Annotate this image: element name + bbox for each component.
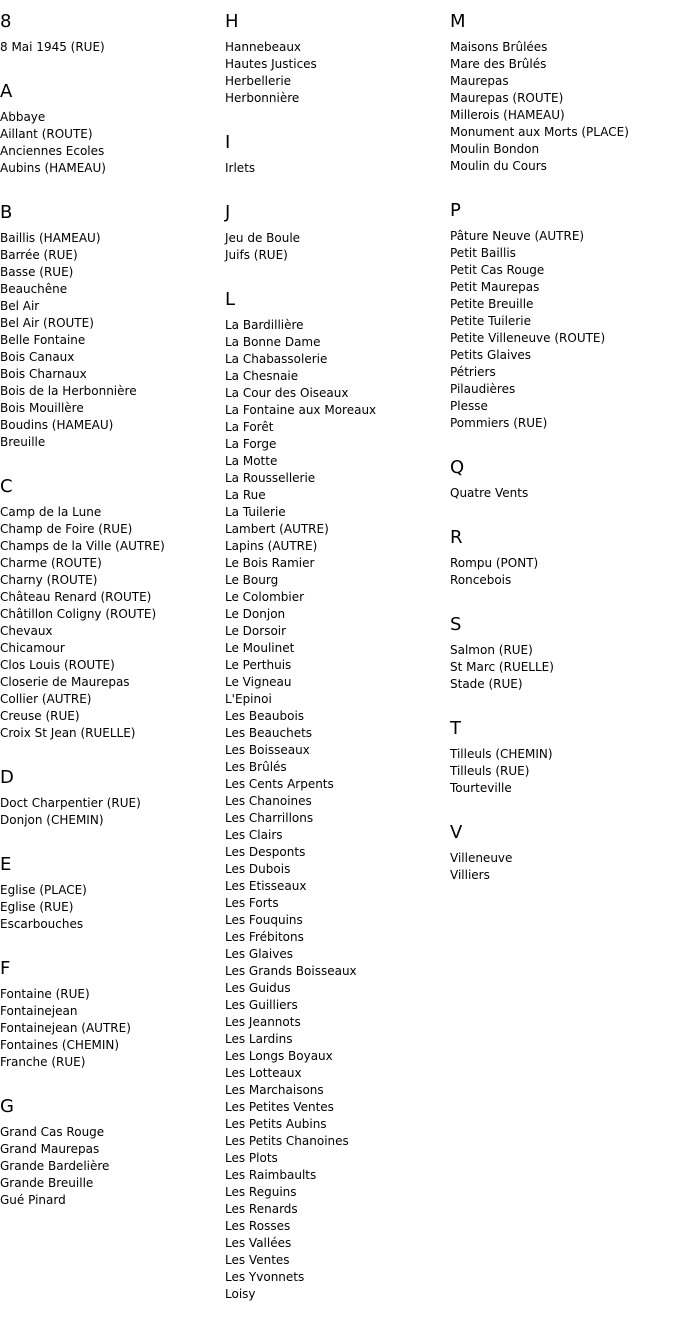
street-link[interactable]: Boudins (HAMEAU) [0,418,114,432]
letter-section [450,8,675,175]
letter-heading: P [450,200,461,221]
letter-heading: J [225,202,231,223]
street-link[interactable]: Bois Mouillère [0,401,84,415]
street-link[interactable]: Aillant (ROUTE) [0,127,93,141]
street-link[interactable]: Camp de la Lune [0,505,102,519]
street-link[interactable]: Les Raimbaults [225,1168,317,1182]
street-link[interactable]: Chevaux [0,624,53,638]
street-link[interactable]: La Motte [225,454,278,468]
street-link[interactable]: Anciennes Ecoles [0,144,105,158]
street-link[interactable]: Creuse (RUE) [0,709,80,723]
letter-heading: Q [450,457,465,478]
letter-section [450,715,675,797]
street-link[interactable]: Jeu de Boule [225,231,301,245]
street-link[interactable]: Le Bois Ramier [225,556,315,570]
letter-heading: E [0,854,12,875]
street-link[interactable]: Les Fouquins [225,913,303,927]
street-link[interactable]: Maisons Brûlées [450,40,548,54]
street-link[interactable]: Les Boisseaux [225,743,310,757]
street-link[interactable]: Villeneuve [450,851,513,865]
street-link[interactable]: Croix St Jean (RUELLE) [0,726,136,740]
street-link[interactable]: Les Ventes [225,1253,290,1267]
letter-heading: T [450,718,461,739]
street-link[interactable]: Pilaudières [450,382,516,396]
street-link[interactable]: Plesse [450,399,488,413]
street-link[interactable]: Chicamour [0,641,65,655]
street-link[interactable]: 8 Mai 1945 (RUE) [0,40,105,54]
street-link[interactable]: Aubins (HAMEAU) [0,161,106,175]
street-link[interactable]: Maurepas (ROUTE) [450,91,564,105]
street-link[interactable]: Beauchêne [0,282,68,296]
street-link[interactable]: Les Beauchets [225,726,313,740]
street-link[interactable]: Charny (ROUTE) [0,573,98,587]
letter-section [450,611,675,693]
street-link[interactable]: Fontaines (CHEMIN) [0,1038,120,1052]
letter-heading: R [450,527,463,548]
street-list [0,882,225,933]
street-link[interactable]: Les Guidus [225,981,291,995]
street-link[interactable]: Le Bourg [225,573,279,587]
street-link[interactable]: Châtillon Coligny (ROUTE) [0,607,157,621]
street-link[interactable]: Le Donjon [225,607,286,621]
street-link[interactable]: Herbellerie [225,74,292,88]
street-list [0,109,225,177]
street-link[interactable]: Les Plots [225,1151,278,1165]
letter-heading: D [0,767,14,788]
letter-section [450,454,675,502]
street-link[interactable]: Les Charrillons [225,811,314,825]
letter-heading: B [0,202,13,223]
street-link[interactable]: Les Petites Ventes [225,1100,334,1114]
street-link[interactable]: Gué Pinard [0,1193,66,1207]
street-list [450,485,675,502]
letter-heading: C [0,476,13,497]
street-link[interactable]: Bois Canaux [0,350,75,364]
street-link[interactable]: Le Dorsoir [225,624,287,638]
street-link[interactable]: Basse (RUE) [0,265,74,279]
street-link[interactable]: Le Perthuis [225,658,292,672]
letter-section [0,851,225,933]
street-link[interactable]: Les Desponts [225,845,306,859]
street-link[interactable]: Tourteville [450,781,512,795]
street-link[interactable]: Petits Glaives [450,348,532,362]
street-link[interactable]: Doct Charpentier (RUE) [0,796,141,810]
street-link[interactable]: Millerois (HAMEAU) [450,108,565,122]
street-link[interactable]: Mare des Brûlés [450,57,547,71]
street-link[interactable]: Irlets [225,161,256,175]
index-column-2 [225,8,450,1325]
street-link[interactable]: Petite Tuilerie [450,314,531,328]
street-list [450,228,675,432]
street-link[interactable]: Villiers [450,868,490,882]
letter-section [450,819,675,884]
letter-heading: A [0,81,13,102]
street-link[interactable]: La Forge [225,437,277,451]
street-link[interactable]: Petite Breuille [450,297,534,311]
street-link[interactable]: Monument aux Morts (PLACE) [450,125,629,139]
street-link[interactable]: Baillis (HAMEAU) [0,231,101,245]
letter-section [0,1093,225,1209]
letter-section [225,286,450,1303]
street-link[interactable]: Grand Cas Rouge [0,1125,105,1139]
letter-heading: H [225,11,239,32]
street-link[interactable]: Pâture Neuve (AUTRE) [450,229,585,243]
street-link[interactable]: La Tuilerie [225,505,286,519]
street-link[interactable]: Château Renard (ROUTE) [0,590,152,604]
street-link[interactable]: Les Lotteaux [225,1066,302,1080]
street-link[interactable]: Les Reguins [225,1185,297,1199]
street-link[interactable]: Bel Air (ROUTE) [0,316,94,330]
street-link[interactable]: Donjon (CHEMIN) [0,813,104,827]
street-link[interactable]: L'Epinoi [225,692,272,706]
street-link[interactable]: La Chesnaie [225,369,299,383]
letter-section [450,524,675,589]
street-link[interactable]: Clos Louis (ROUTE) [0,658,115,672]
street-link[interactable]: Les Cents Arpents [225,777,334,791]
letter-section [0,8,225,56]
letter-heading: V [450,822,463,843]
street-list [450,746,675,797]
street-list [225,317,450,1303]
street-link[interactable]: Breuille [0,435,46,449]
street-link[interactable]: Lapins (AUTRE) [225,539,318,553]
street-link[interactable]: La Forêt [225,420,274,434]
letter-heading: S [450,614,462,635]
street-link[interactable]: Eglise (RUE) [0,900,74,914]
street-link[interactable]: Collier (AUTRE) [0,692,92,706]
street-link[interactable]: Fontainejean (AUTRE) [0,1021,131,1035]
street-link[interactable]: Eglise (PLACE) [0,883,87,897]
street-link[interactable]: Petit Maurepas [450,280,540,294]
street-link[interactable]: La Rue [225,488,266,502]
street-link[interactable]: Charme (ROUTE) [0,556,102,570]
letter-section [0,199,225,451]
letter-section [225,8,450,107]
street-link[interactable]: La Fontaine aux Moreaux [225,403,377,417]
street-link[interactable]: Belle Fontaine [0,333,86,347]
street-link[interactable]: Hannebeaux [225,40,302,54]
street-link[interactable]: Les Lardins [225,1032,293,1046]
street-link[interactable]: La Roussellerie [225,471,316,485]
street-link[interactable]: Les Rosses [225,1219,291,1233]
street-link[interactable]: Bel Air [0,299,40,313]
street-link[interactable]: Le Moulinet [225,641,295,655]
street-list [450,555,675,589]
index-column-3 [450,8,675,906]
letter-heading: G [0,1096,14,1117]
street-link[interactable]: Juifs (RUE) [225,248,288,262]
street-link[interactable]: Les Jeannots [225,1015,301,1029]
street-link[interactable]: Petit Baillis [450,246,516,260]
street-link[interactable]: Les Etisseaux [225,879,307,893]
street-link[interactable]: Champs de la Ville (AUTRE) [0,539,165,553]
street-link[interactable]: Le Colombier [225,590,305,604]
street-link[interactable]: Petit Cas Rouge [450,263,545,277]
letter-heading: I [225,132,231,153]
letter-section [225,129,450,177]
street-list [450,642,675,693]
street-link[interactable]: Les Grands Boisseaux [225,964,357,978]
letter-section [225,199,450,264]
letter-heading: F [0,958,11,979]
street-link[interactable]: La Cour des Oiseaux [225,386,349,400]
street-link[interactable]: La Bonne Dame [225,335,321,349]
street-link[interactable]: Escarbouches [0,917,84,931]
letter-section [450,197,675,432]
street-list [225,160,450,177]
street-link[interactable]: Les Marchaisons [225,1083,324,1097]
street-link[interactable]: La Bardillière [225,318,304,332]
street-link[interactable]: Bois de la Herbonnière [0,384,137,398]
street-link[interactable]: Herbonnière [225,91,300,105]
street-link[interactable]: Moulin du Cours [450,159,547,173]
street-link[interactable]: Hautes Justices [225,57,317,71]
street-list [225,230,450,264]
street-list [0,230,225,451]
street-link[interactable]: Lambert (AUTRE) [225,522,329,536]
letter-section [0,955,225,1071]
street-link[interactable]: Rompu (PONT) [450,556,539,570]
street-link[interactable]: La Chabassolerie [225,352,328,366]
street-link[interactable]: Les Clairs [225,828,283,842]
street-list [450,39,675,175]
street-link[interactable]: Fontaine (RUE) [0,987,90,1001]
street-link[interactable]: Franche (RUE) [0,1055,86,1069]
street-link[interactable]: Roncebois [450,573,512,587]
street-link[interactable]: Grand Maurepas [0,1142,100,1156]
street-link[interactable]: Tilleuls (RUE) [450,764,530,778]
street-list [0,795,225,829]
street-list [0,986,225,1071]
street-link[interactable]: Les Brûlés [225,760,287,774]
letter-section [0,764,225,829]
street-link[interactable]: Grande Bardelière [0,1159,110,1173]
street-list [0,1124,225,1209]
street-link[interactable]: Bois Charnaux [0,367,87,381]
street-link[interactable]: Les Forts [225,896,279,910]
street-link[interactable]: Grande Breuille [0,1176,94,1190]
street-link[interactable]: Les Longs Boyaux [225,1049,333,1063]
street-list [450,850,675,884]
letter-heading: L [225,289,236,310]
street-link[interactable]: Les Chanoines [225,794,312,808]
street-link[interactable]: Le Vigneau [225,675,292,689]
street-link[interactable]: Pommiers (RUE) [450,416,548,430]
street-link[interactable]: Closerie de Maurepas [0,675,130,689]
letter-section [0,473,225,742]
street-link[interactable]: Les Yvonnets [225,1270,305,1284]
street-link[interactable]: Pétriers [450,365,496,379]
letter-heading: M [450,11,466,32]
street-link[interactable]: Petite Villeneuve (ROUTE) [450,331,606,345]
street-link[interactable]: Quatre Vents [450,486,529,500]
street-list [0,504,225,742]
letter-heading: 8 [0,11,12,32]
street-link[interactable]: Stade (RUE) [450,677,523,691]
street-link[interactable]: Les Petits Chanoines [225,1134,349,1148]
street-list [0,39,225,56]
street-link[interactable]: Moulin Bondon [450,142,540,156]
street-link[interactable]: St Marc (RUELLE) [450,660,554,674]
street-link[interactable]: Maurepas [450,74,509,88]
street-link[interactable]: Fontainejean [0,1004,78,1018]
street-link[interactable]: Les Glaives [225,947,293,961]
street-link[interactable]: Abbaye [0,110,46,124]
street-link[interactable]: Barrée (RUE) [0,248,78,262]
street-link[interactable]: Les Petits Aubins [225,1117,327,1131]
street-link[interactable]: Les Frébitons [225,930,304,944]
street-link[interactable]: Loisy [225,1287,256,1301]
index-column-1 [0,8,225,1231]
street-link[interactable]: Les Dubois [225,862,291,876]
street-link[interactable]: Les Renards [225,1202,298,1216]
letter-section [0,78,225,177]
street-link[interactable]: Champ de Foire (RUE) [0,522,133,536]
street-link[interactable]: Tilleuls (CHEMIN) [450,747,553,761]
street-link[interactable]: Salmon (RUE) [450,643,533,657]
street-link[interactable]: Les Vallées [225,1236,292,1250]
street-link[interactable]: Les Guilliers [225,998,298,1012]
street-list [225,39,450,107]
street-link[interactable]: Les Beaubois [225,709,305,723]
